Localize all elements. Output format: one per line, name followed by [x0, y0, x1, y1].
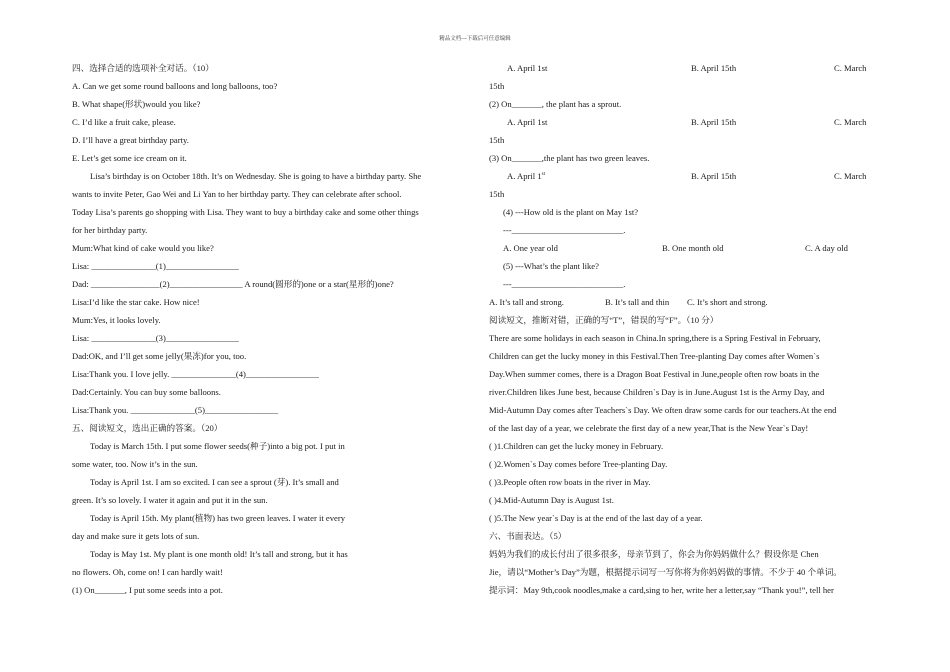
q5-option-c: C. It’s short and strong. — [687, 297, 768, 307]
q2-option-c-wrap: 15th — [489, 135, 505, 145]
dialogue-line: Lisa:I’d like the star cake. How nice! — [72, 297, 200, 307]
q3-option-c: C. March — [834, 171, 867, 181]
tf-item: ( )2.Women`s Day comes before Tree-planting Day. — [489, 459, 668, 469]
passage-line: Today Lisa’s parents go shopping with Lisa. They want to buy a birthday cake and some other things — [72, 207, 419, 217]
q5-option-b: B. It’s tall and thin — [605, 297, 670, 307]
q4-option-c: C. A day old — [805, 243, 848, 253]
question-2: (2) On_______, the plant has a sprout. — [489, 99, 622, 109]
dialogue-line: Mum:What kind of cake would you like? — [72, 243, 214, 253]
passage-line: for her birthday party. — [72, 225, 148, 235]
question-5: (5) ---What’s the plant like? — [503, 261, 599, 271]
option-b: B. What shape(形状)would you like? — [72, 99, 201, 109]
q1-option-c: C. March — [834, 63, 867, 73]
page-header: 精品文档---下载后可任意编辑 — [439, 36, 511, 42]
q2-option-a: A. April 1st — [507, 117, 548, 127]
option-e: E. Let’s get some ice cream on it. — [72, 153, 187, 163]
dialogue-line: Lisa:Thank you. _______________(5)_________________ — [72, 405, 278, 415]
q4-option-b: B. One month old — [662, 243, 724, 253]
tf-item: ( )5.The New year`s Day is at the end of the last day of a year. — [489, 513, 703, 523]
tf-item: ( )3.People often row boats in the river in May. — [489, 477, 651, 487]
tf-item: ( )1.Children can get the lucky money in February. — [489, 441, 664, 451]
dialogue-line: Dad:Certainly. You can buy some balloons. — [72, 387, 221, 397]
reading-line: no flowers. Oh, come on! I can hardly wait! — [72, 567, 223, 577]
tf-passage-line: river.Children likes June best, because Children`s Day is in June.August 1st is the Army Day, and — [489, 387, 825, 397]
q5-option-a: A. It’s tall and strong. — [489, 297, 564, 307]
dialogue-line: Mum:Yes, it looks lovely. — [72, 315, 161, 325]
question-4: (4) ---How old is the plant on May 1st? — [503, 207, 639, 217]
question-1: (1) On_______, I put some seeds into a pot. — [72, 585, 223, 595]
passage-line: wants to invite Peter, Gao Wei and Li Yan to her birthday party. They can celebrate after school. — [72, 189, 402, 199]
reading-line: green. It’s so lovely. I water it again and put it in the sun. — [72, 495, 268, 505]
q5-answer-blank: ---__________________________. — [503, 279, 626, 289]
q3-option-a — [507, 170, 545, 182]
writing-prompt-line: 妈妈为我们的成长付出了很多很多，母亲节到了，你会为你妈妈做什么？假设你是 Chen — [489, 549, 819, 559]
reading-line: Today is April 15th. My plant(植物) has two green leaves. I water it every — [90, 513, 345, 523]
q3-option-a-sup: st — [541, 172, 545, 178]
section-5-title: 五、阅读短文，选出正确的答案。（20） — [72, 423, 223, 433]
dialogue-line: Lisa:Thank you. I love jelly. _______________(4)_________________ — [72, 369, 319, 379]
writing-prompt-line: 提示词：May 9th,cook noodles,make a card,sing to her, write her a letter,say “Thank you!”, tell her — [489, 585, 834, 595]
section-4-title: 四、选择合适的选项补全对话。（10） — [72, 63, 214, 73]
q3-option-b: B. April 15th — [691, 171, 737, 181]
dialogue-line: Dad:OK, and I’ll get some jelly(果冻)for you, too. — [72, 351, 247, 361]
q4-option-a: A. One year old — [503, 243, 558, 253]
section-6-title: 六、书面表达。（5） — [489, 531, 567, 541]
tf-item: ( )4.Mid-Autumn Day is August 1st. — [489, 495, 614, 505]
reading-line: Today is March 15th. I put some flower seeds(种子)into a big pot. I put in — [90, 441, 345, 451]
dialogue-line: Lisa: _______________(3)_________________ — [72, 333, 239, 343]
q3-option-c-wrap: 15th — [489, 189, 505, 199]
option-d: D. I’ll have a great birthday party. — [72, 135, 189, 145]
tf-passage-line: Mid-Autumn Day comes after Teachers`s Day. We often draw some cards for our teachers.At the end — [489, 405, 837, 415]
q2-option-b: B. April 15th — [691, 117, 737, 127]
option-a: A. Can we get some round balloons and long balloons, too? — [72, 81, 278, 91]
writing-prompt-line: Jie，请以“Mother’s Day”为题，根据提示词写一写你将为你妈妈做的事情。不少于 40 个单词。 — [489, 567, 842, 577]
q1-option-a: A. April 1st — [507, 63, 548, 73]
q1-option-b: B. April 15th — [691, 63, 737, 73]
passage-line: Lisa’s birthday is on October 18th. It’s on Wednesday. She is going to have a birthday party. She — [90, 171, 422, 181]
tf-passage-line: Day.When summer comes, there is a Dragon Boat Festival in June,people often row boats in the — [489, 369, 820, 379]
reading-line: Today is April 1st. I am so excited. I can see a sprout (芽). It’s small and — [90, 477, 339, 487]
dialogue-line: Lisa: _______________(1)_________________ — [72, 261, 239, 271]
reading-line: some water, too. Now it’s in the sun. — [72, 459, 198, 469]
tf-passage-line: Children can get the lucky money in this Festival.Then Tree-planting Day comes after Women`s — [489, 351, 820, 361]
option-c: C. I’d like a fruit cake, please. — [72, 117, 176, 127]
q3-option-a-text: A. April 1 — [507, 171, 542, 181]
q2-option-c: C. March — [834, 117, 867, 127]
q4-answer-blank: ---__________________________. — [503, 225, 626, 235]
tf-passage-line: There are some holidays in each season in China.In spring,there is a Spring Festival in February, — [489, 333, 821, 343]
question-3: (3) On_______,the plant has two green leaves. — [489, 153, 650, 163]
q1-option-c-wrap: 15th — [489, 81, 505, 91]
true-false-section-title: 阅读短文，推断对错，正确的写“T”，错误的写“F”。（10 分） — [489, 315, 719, 325]
tf-passage-line: of the last day of a year, we celebrate the first day of a new year,That is the New Year`s Day! — [489, 423, 809, 433]
reading-line: Today is May 1st. My plant is one month old! It’s tall and strong, but it has — [90, 549, 348, 559]
reading-line: day and make sure it gets lots of sun. — [72, 531, 200, 541]
dialogue-line: Dad: ________________(2)_________________ A round(圆形的)one or a star(星形的)one? — [72, 279, 394, 289]
